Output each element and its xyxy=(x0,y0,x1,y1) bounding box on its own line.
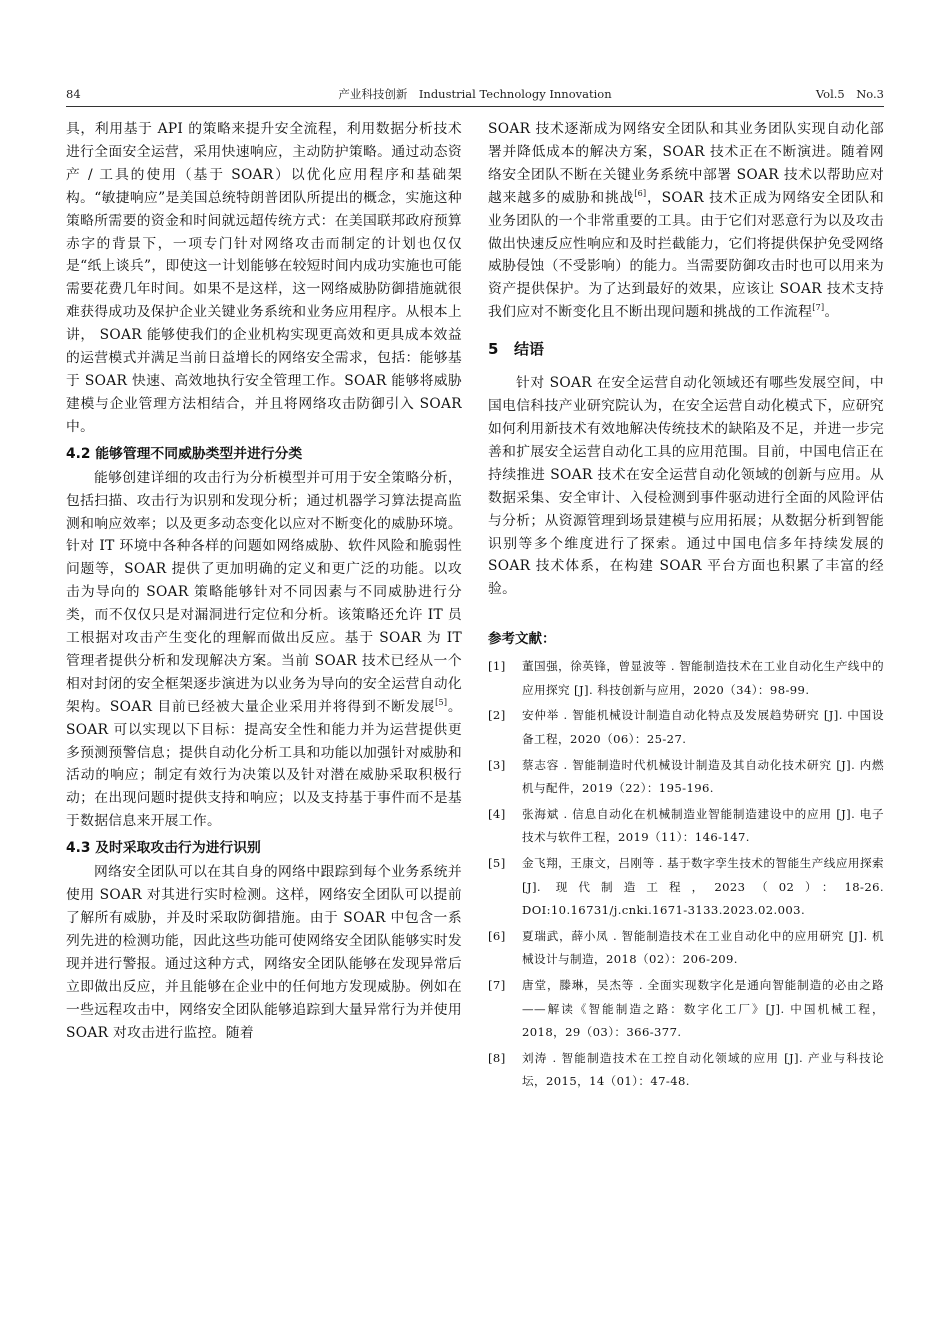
reference-number: [3] xyxy=(488,757,506,772)
volume-issue: Vol.5 No.3 xyxy=(815,87,884,101)
citation-5: [5] xyxy=(435,697,448,707)
reference-item xyxy=(488,974,884,1045)
reference-text: 夏瑞武，薛小凤 . 智能制造技术在工业自动化中的应用研究 [J]. 机械设计与制造，2018（02）：206-209. xyxy=(522,928,884,967)
reference-item xyxy=(488,655,884,702)
section-heading-5 xyxy=(488,337,884,361)
references-heading: 参考文献： xyxy=(488,631,556,648)
paragraph xyxy=(66,467,462,834)
journal-title: 产业科技创新 Industrial Technology Innovation xyxy=(338,87,612,101)
reference-text: 安仲举 . 智能机械设计制造自动化特点及发展趋势研究 [J]. 中国设备工程，2020（06）：25-27. xyxy=(522,708,884,746)
page-header xyxy=(66,84,884,104)
reference-item xyxy=(488,803,884,850)
citation-7: [7] xyxy=(812,303,825,313)
reference-number: [8] xyxy=(488,1050,506,1065)
reference-list xyxy=(488,655,884,1094)
right-column xyxy=(488,118,884,1096)
page-number: 84 xyxy=(66,87,81,101)
reference-number: [6] xyxy=(488,928,506,943)
paragraph-text: 。SOAR 可以实现以下目标：提高安全性和能力并为运营提供更多预测预警信息；提供自动化分析工具和功能以加强针对威胁和活动的响应；制定有效行为决策以及针对潜在威胁采取积极行动；在出现问题时提供支持和响应；以及支持基于事件而不是基于数据信息来开展工作。 xyxy=(66,698,462,830)
reference-text: 刘涛 . 智能制造技术在工控自动化领域的应用 [J]. 产业与科技论坛，2015，14（01）：47-48. xyxy=(522,1050,884,1089)
reference-text: 张海斌 . 信息自动化在机械制造业智能制造建设中的应用 [J]. 电子技术与软件工程，2019（11）：146-147. xyxy=(522,806,884,845)
paragraph: 针对 SOAR 在安全运营自动化领域还有哪些发展空间，中国电信科技产业研究院认为，在安全运营自动化模式下，应研究如何利用新技术有效地解决传统技术的缺陷及不足，并进一步完善和扩展安全运营自动化工具的应用范围。目前，中国电信正在持续推进 SOAR 技术在安全运营自动化领域的创新与应用。从数据采集、安全审计、入侵检测到事件驱动进行全面的风险评估与分析；从资源管理到场景建模与应用拓展；从数据分析到智能识别等多个维度进行了探索。通过中国电信多年持续发展的 SOAR 技术体系，在构建 SOAR 平台方面也积累了丰富的经验。 xyxy=(488,375,884,598)
paragraph-text: 。 xyxy=(824,304,839,321)
section-title: 结语 xyxy=(514,340,545,359)
reference-text: 蔡志容 . 智能制造时代机械设计制造及其自动化技术研究 [J]. 内燃机与配件，2019（22）：195-196. xyxy=(522,757,884,796)
reference-item xyxy=(488,704,884,751)
reference-number: [5] xyxy=(488,855,506,870)
reference-item xyxy=(488,1047,884,1094)
section-number: 5 xyxy=(488,340,499,359)
paragraph xyxy=(488,118,884,324)
reference-number: [1] xyxy=(488,659,506,674)
paragraph: 网络安全团队可以在其自身的网络中跟踪到每个业务系统并使用 SOAR 对其进行实时检测。这样，网络安全团队可以提前了解所有威胁，并及时采取防御措施。由于 SOAR 中包含一系列先进的检测功能，因此这些功能可使网络安全团队能够实时发现并进行警报。通过这种方式，网络安全团队能够在发现异常后立即做出反应，并且能够在企业中的任何地方发现威胁。例如在一些远程攻击中，网络安全团队能够追踪到大量异常行为并使用 SOAR 对攻击进行监控。随着 xyxy=(66,864,462,1041)
paragraph-text: 能够创建详细的攻击行为分析模型并可用于安全策略分析，包括扫描、攻击行为识别和发现分析；通过机器学习算法提高监测和响应效率；以及更多动态变化以应对不断变化的威胁环境。针对 IT 环境中各种各样的问题如网络威胁、软件风险和脆弱性问题等，SOAR 提供了更加明确的定义和更广泛的功能。以攻击为导向的 SOAR 策略能够针对不同因素与不同威胁进行分类，而不仅仅只是对漏洞进行定位和分析。该策略还允许 IT 员工根据对攻击产生变化的理解而做出反应。基于 SOAR 为 IT 管理者提供分析和发现解决方案。当前 SOAR 技术已经从一个相对封闭的安全框架逐步演进为以业务为导向的安全运营自动化架构。SOAR 目前已经被大量企业采用并将得到不断发展 xyxy=(66,469,462,715)
section-heading-4-3: 4.3 及时采取攻击行为进行识别 xyxy=(66,840,261,857)
reference-item xyxy=(488,852,884,923)
reference-number: [7] xyxy=(488,977,506,992)
reference-item xyxy=(488,925,884,972)
reference-text: 董国强，徐英锋，曾显波等 . 智能制造技术在工业自动化生产线中的应用探究 [J]. 科技创新与应用，2020（34）：98-99. xyxy=(522,659,884,697)
header-rule xyxy=(66,106,884,107)
section-heading-4-2: 4.2 能够管理不同威胁类型并进行分类 xyxy=(66,445,303,462)
reference-text: 唐堂，滕琳，吴杰等 . 全面实现数字化是通向智能制造的必由之路——解读《智能制造之路：数字化工厂》[J]. 中国机械工程，2018，29（03）：366-377. xyxy=(522,977,884,1040)
paragraph: 具，利用基于 API 的策略来提升安全流程，利用数据分析技术进行全面安全运营，采用快速响应，主动防护策略。通过动态资产 / 工具的使用（基于 SOAR）以优化应用程序和基础架构。“敏捷响应”是美国总统特朗普团队所提出的概念，实施这种策略所需要的资金和时间就远超传统方式：在美国联邦政府预算赤字的背景下，一项专门针对网络攻击而制定的计划也仅仅是“纸上谈兵”，即使这一计划能够在较短时间内成功实施也可能需要花费几年时间。如果不是这样，这一网络威胁防御措施就很难获得成功及保护企业关键业务系统和业务应用程序。从根本上讲， SOAR 能够使我们的企业机构实现更高效和更具成本效益的运营模式并满足当前日益增长的网络安全需求，包括：能够基于 SOAR 快速、高效地执行安全管理工作。SOAR 能够将威胁建模与企业管理方法相结合，并且将网络攻击防御引入 SOAR 中。 xyxy=(66,121,462,435)
reference-number: [4] xyxy=(488,806,506,821)
left-column xyxy=(66,118,462,1044)
citation-6: [6] xyxy=(634,188,647,198)
paragraph-text: ，SOAR 技术正成为网络安全团队和业务团队的一个非常重要的工具。由于它们对恶意行为以及攻击做出快速反应性响应和及时拦截能力，它们将提供保护免受网络威胁侵蚀（不受影响）的能力。当需要防御攻击时也可以用来为资产提供保护。为了达到最好的效果，应该让 SOAR 技术支持我们应对不断变化且不断出现问题和挑战的工作流程 xyxy=(488,189,885,321)
reference-item xyxy=(488,754,884,801)
paragraph-text: SOAR 技术逐渐成为网络安全团队和其业务团队实现自动化部署并降低成本的解决方案，SOAR 技术正在不断演进。随着网络安全团队不断在关键业务系统中部署 SOAR 技术以帮助应对越来越多的威胁和挑战 xyxy=(488,121,884,206)
reference-text: 金飞翔，王康文，吕刚等 . 基于数字孪生技术的智能生产线应用探索 [J]. 现代制造工程，2023（02）：18-26. DOI:10.16731/j.cnki.1671-3133.2023.02.003. xyxy=(522,855,884,918)
reference-number: [2] xyxy=(488,708,506,723)
